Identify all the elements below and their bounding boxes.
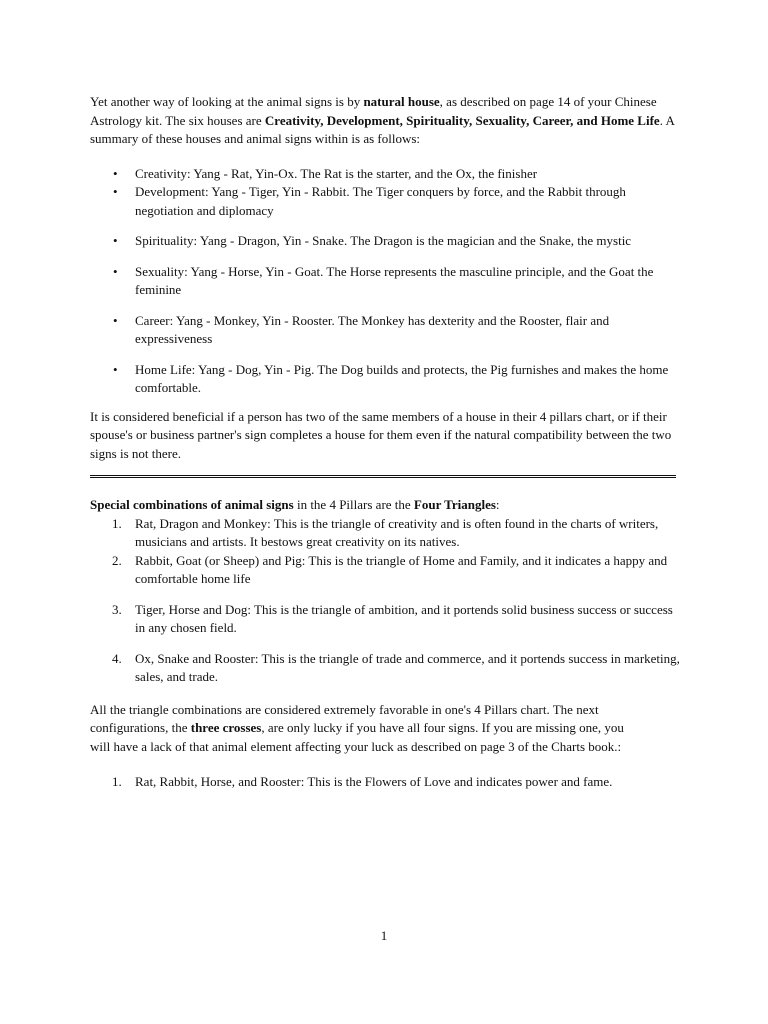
list-item bbox=[90, 515, 680, 552]
list-item-text: Rat, Dragon and Monkey: This is the triangle of creativity and is often found in the charts of writers, musicians and artists. It bestows great creativity on its natives. bbox=[135, 515, 659, 549]
list-item-text: Rat, Rabbit, Horse, and Rooster: This is the Flowers of Love and indicates power and fame. bbox=[135, 774, 613, 789]
crosses-list bbox=[90, 773, 680, 792]
separator-line bbox=[90, 475, 676, 478]
list-item-text: Rabbit, Goat (or Sheep) and Pig: This is the triangle of Home and Family, and it indicates a happy and comfortable home life bbox=[135, 552, 668, 586]
intro-bold-house-list: Creativity, Development, Spirituality, Sexuality, Career, and Home Life bbox=[264, 112, 660, 128]
page-content bbox=[90, 93, 680, 792]
special-text-1: in the 4 Pillars are the bbox=[293, 497, 414, 512]
para3-bold-three-crosses: three crosses bbox=[190, 720, 262, 735]
special-combinations-heading bbox=[90, 496, 680, 515]
list-item-number: 3. bbox=[112, 601, 122, 617]
intro-text-2: , as described on page 14 of your Chinese Astrology kit. The six houses are bbox=[90, 94, 657, 128]
list-item-text: Ox, Snake and Rooster: This is the triangle of trade and commerce, and it portends success in marketing, sales, and trade. bbox=[135, 650, 680, 684]
houses-list bbox=[90, 165, 680, 398]
list-item-number: 2. bbox=[112, 552, 122, 568]
list-item-number: 1. bbox=[112, 515, 122, 531]
intro-bold-natural-house: natural house bbox=[363, 94, 440, 109]
special-text-2: : bbox=[495, 497, 500, 512]
page-number: 1 bbox=[380, 928, 388, 943]
intro-text-1: Yet another way of looking at the animal signs is by bbox=[90, 94, 364, 109]
list-item: • Spirituality: Yang - Dragon, Yin - Snake. The Dragon is the magician and the Snake, the mystic bbox=[90, 232, 680, 251]
list-item bbox=[90, 601, 680, 638]
triangles-list bbox=[90, 515, 680, 687]
list-item: • Creativity: Yang - Rat, Yin-Ox. The Rat is the starter, and the Ox, the finisher bbox=[90, 165, 680, 184]
list-item: • Sexuality: Yang - Horse, Yin - Goat. The Horse represents the masculine principle, and the Goat the feminine bbox=[90, 263, 680, 300]
list-item: • Home Life: Yang - Dog, Yin - Pig. The Dog builds and protects, the Pig furnishes and makes the home comfortable. bbox=[90, 361, 680, 398]
list-item bbox=[90, 650, 680, 687]
intro-paragraph bbox=[90, 93, 680, 149]
para3-text-1: All the triangle combinations are considered extremely favorable in one's 4 Pillars chart. The next configurations, the bbox=[90, 701, 599, 735]
para3-text-2: , are only lucky if you have all four signs. If you are missing one, you bbox=[261, 720, 624, 735]
list-item bbox=[90, 552, 680, 589]
list-item-number: 4. bbox=[112, 650, 122, 666]
benefit-paragraph: It is considered beneficial if a person has two of the same members of a house in their 4 pillars chart, or if their spouse's or business partner's sign completes a house for them even if the natural compatibility between the two signs is not there. bbox=[90, 408, 672, 461]
para3-text-3: will have a lack of that animal element affecting your luck as described on page 3 of the Charts book.: bbox=[90, 738, 622, 754]
special-bold-four-triangles: Four Triangles bbox=[413, 497, 496, 512]
list-item: • Career: Yang - Monkey, Yin - Rooster. The Monkey has dexterity and the Rooster, flair and expressiveness bbox=[90, 312, 680, 349]
triangles-favorable-paragraph bbox=[90, 701, 680, 757]
list-item-text: Tiger, Horse and Dog: This is the triangle of ambition, and it portends solid business success or success in any chosen field. bbox=[135, 601, 673, 635]
list-item-number: 1. bbox=[112, 774, 122, 789]
intro-text-3: . A summary of these houses and animal signs within is as follows: bbox=[90, 112, 675, 146]
special-bold-1: Special combinations of animal signs bbox=[90, 497, 294, 512]
list-item: • Development: Yang - Tiger, Yin - Rabbit. The Tiger conquers by force, and the Rabbit through negotiation and diplomacy bbox=[90, 183, 680, 220]
list-item bbox=[90, 773, 680, 792]
